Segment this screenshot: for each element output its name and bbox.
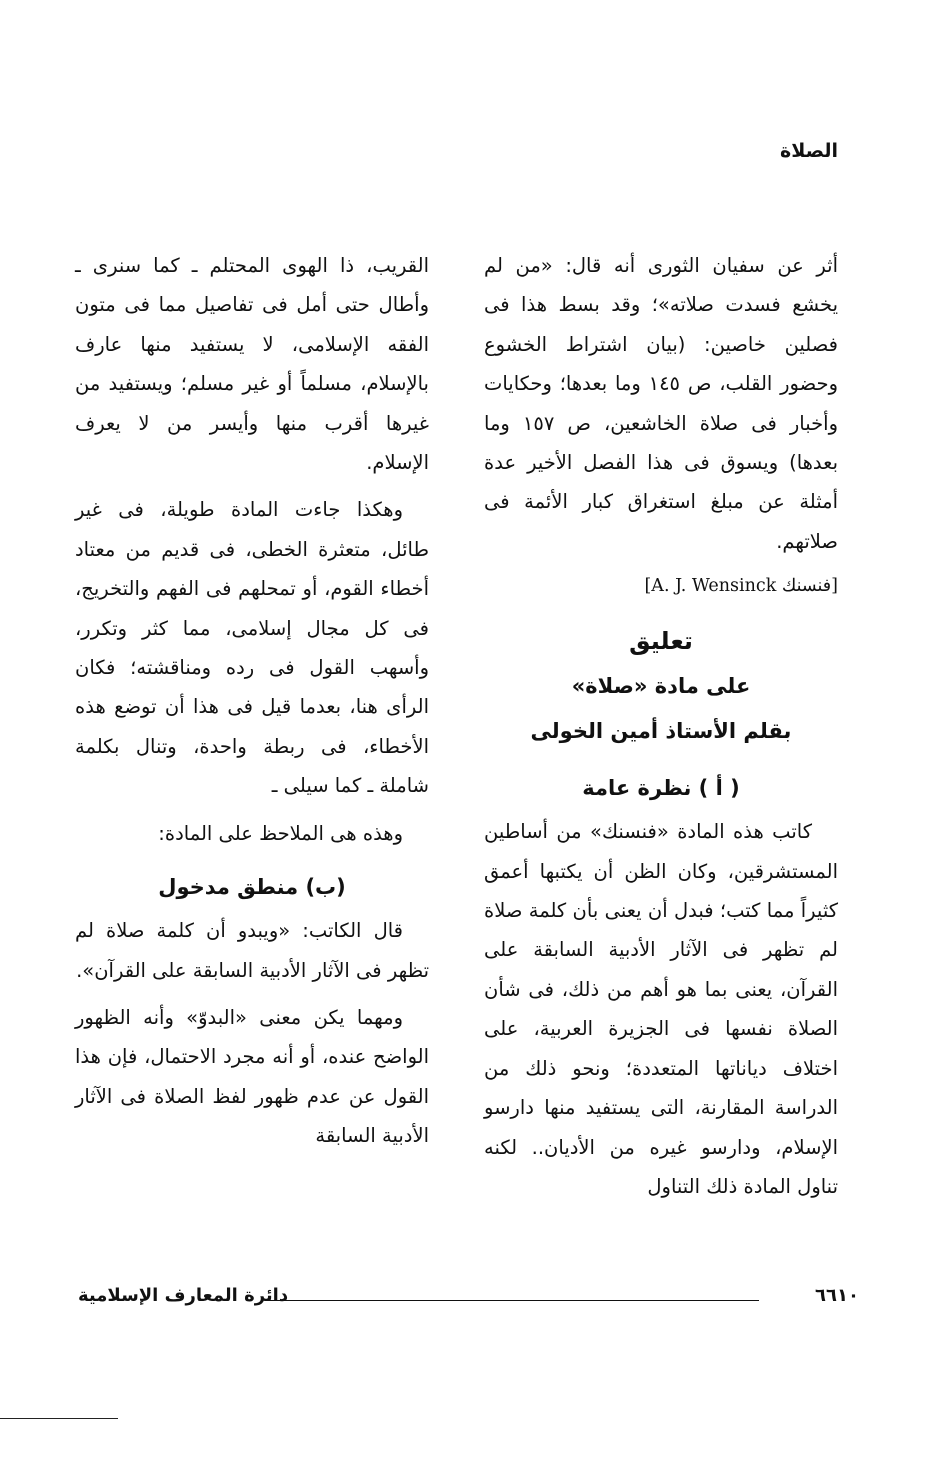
heading-title: تعليق [629,627,693,656]
paragraph: كاتب هذه المادة «فنسنك» من أساطين المستشرقين، وكان الظن أن يكتبها أعمق كثيراً مما كتب؛ فبدل أن يعنى بأن كلمة صلاة لم تظهر فى الآثار الأدبية السابقة على القرآن، يعنى بما هو أهم من ذلك، فى شأن الصلاة نفسها فى الجزيرة العربية، على اختلاف دياناتها المتعددة؛ ونحو ذلك من الدراسة المقارنة، التى يستفيد منها دارسو الإسلام، ودارسو غيره من الأديان.. لكنه تناول المادة ذلك التناول [484,820,838,1198]
paragraph: وهذه هى الملاحظ على المادة: [158,821,403,845]
heading-subtitle: على مادة «صلاة» [571,674,751,699]
commentary-heading [484,619,838,754]
encyclopedia-title: دائرة المعارف الإسلامية [78,1285,289,1306]
right-column [484,246,838,1206]
left-column [75,246,429,1156]
section-heading-b: (ب) منطق مدخول [158,875,346,900]
footer-rule [266,1300,759,1301]
section-heading-a: ( أ ) نظرة عامة [582,776,740,801]
paragraph: وهكذا جاءت المادة طويلة، فى غير طائل، متعثرة الخطى، فى قديم من معتاد أخطاء القوم، أو تمحلهم فى الفهم والتخريج، فى كل مجال إسلامى، مما كثر وتكرر، وأسهب القول فى رده ومناقشته؛ فكان الرأى هنا، بعدما قيل فى هذا أن توضع هذه الأخطاء، فى ربطة واحدة، وتنال بكلمة شاملة ـ كما سيلى ـ [75,498,429,798]
author-attribution: [A. J. Wensinck فنسنك] [644,576,838,597]
running-head: الصلاة [779,140,838,162]
page-footer [78,1285,859,1315]
page-number: ٦٦١٠ [815,1285,859,1306]
paragraph: قال الكاتب: «ويبدو أن كلمة صلاة لم تظهر فى الآثار الأدبية السابقة على القرآن». [75,919,429,982]
paragraph: ومهما يكن معنى «البدوّ» وأنه الظهور الواضح عنده، أو أنه مجرد الاحتمال، فإن هذا القول عن عدم ظهور لفظ الصلاة فى الآثار الأدبية السابقة [75,1005,429,1148]
scan-edge-line [0,1418,118,1419]
paragraph: القريب، ذا الهوى المحتلم ـ كما سنرى ـ وأطال حتى أمل فى تفاصيل مما فى متون الفقه الإسلامى، لا يستفيد منها عارف بالإسلام، مسلماً أو غير مسلم؛ ويستفيد من غيرها أقرب منها وأيسر من لا يعرف الإسلام. [75,254,429,475]
heading-author: بقلم الأستاذ أمين الخولى [530,719,792,744]
paragraph: أثر عن سفيان الثورى أنه قال: «من لم يخشع فسدت صلاته»؛ وقد بسط هذا فى فصلين خاصين: (بيان اشتراط الخشوع وحضور القلب، ص ١٤٥ وما بعدها؛ وحكايات وأخبار فى صلاة الخاشعين، ص ١٥٧ وما بعدها) ويسوق فى هذا الفصل الأخير عدة أمثلة عن مبلغ استغراق كبار الأئمة فى صلاتهم. [484,254,838,553]
